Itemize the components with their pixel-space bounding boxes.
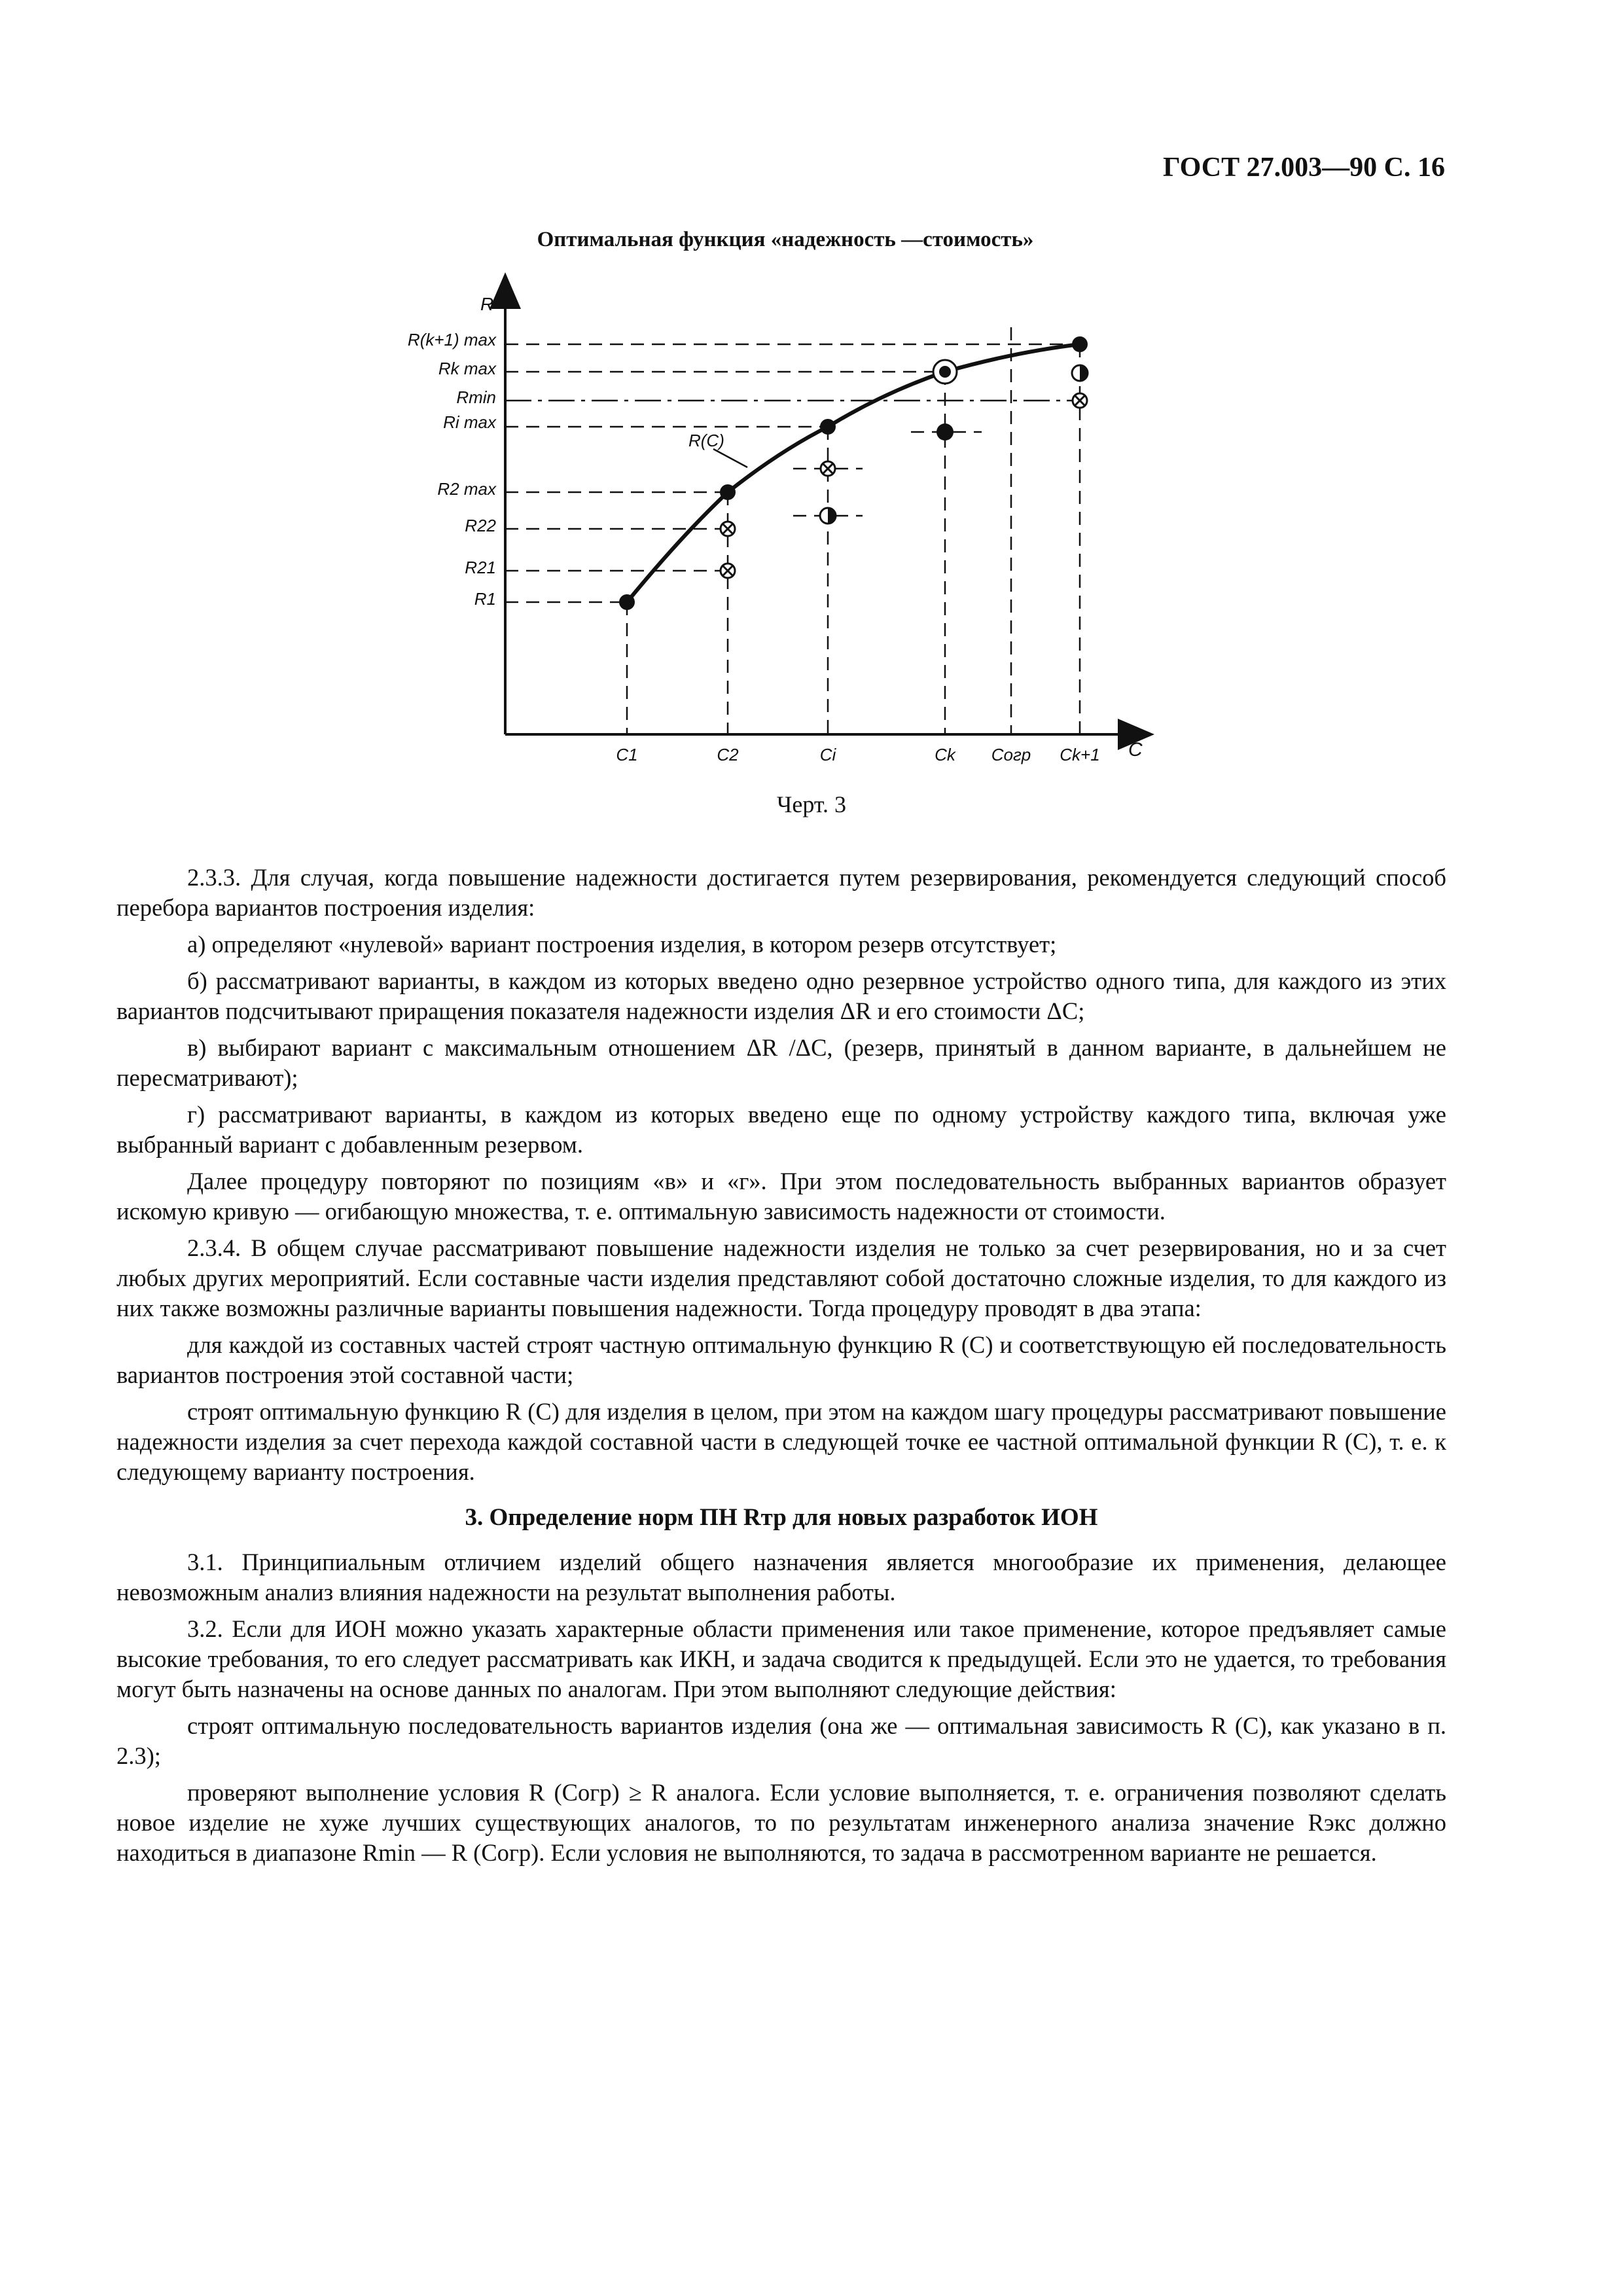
point-c2-r22 [721,522,735,536]
y-axis-label: R [480,294,494,314]
action-2: проверяют выполнение условия R (Cогр) ≥ R аналога. Если условие выполняется, т. е. ограничения позволяют сделать новое изделие не хуже лучших существующих аналогов, то по результатам инженерного анализа значение Rэкс должно находиться в диапазоне Rmin — R (Cогр). Если условия не выполняются, то задача в рассмотренном варианте не решается. [116,1779,1446,1866]
point-ck1-halffilled [1072,365,1088,381]
para-3-2: 3.2. Если для ИОН можно указать характерные области применения или такое применение, которое предъявляет самые высокие требования, то его следует рассматривать как ИКН, и задача сводится к предыдущей. Если это не удается, то требования могут быть назначены на основе данных по аналогам. При этом выполняют следующие действия: [116,1615,1446,1702]
para-further: Далее процедуру повторяют по позициям «в» и «г». При этом последовательность выбранных вариантов образует искомую кривую — огибающую множества, т. е. оптимальную зависимость надежности от стоимости. [116,1168,1446,1225]
point-ci-rimax [820,419,836,435]
ytick-r2max: R2 max [437,479,496,499]
curve-label: R(C) [688,431,724,450]
stage-1: для каждой из составных частей строят частную оптимальную функцию R (C) и соответствующую ей последовательность вариантов построения этой составной части; [116,1331,1446,1388]
xtick-c1: C1 [616,745,638,764]
point-ci-halffilled [820,508,836,524]
point-ck-filled [936,423,954,440]
action-1: строят оптимальную последовательность вариантов изделия (она же — оптимальная зависимость R (C), как указано в п. 2.3); [116,1712,1446,1769]
para-2-3-4: 2.3.4. В общем случае рассматривают повышение надежности изделия не только за счет резервирования, но и за счет любых других мероприятий. Если составные части изделия представляют собой достаточно сложные изделия, то для каждого из них также возможны различные варианты повышения надежности. Тогда процедуру проводят в два этапа: [116,1234,1446,1321]
point-c2-r21 [721,564,735,578]
xtick-cogr: Cогр [991,745,1031,764]
para-2-3-3: 2.3.3. Для случая, когда повышение надежности достигается путем резервирования, рекомендуется следующий способ перебора вариантов построения изделия: [116,864,1446,921]
xtick-ci: Ci [819,745,836,764]
point-ck1-rk1max [1072,336,1088,352]
point-ck1-crossed [1073,393,1087,408]
body-text [116,863,1446,1874]
ytick-r21: R21 [465,558,496,577]
item-g: г) рассматривают варианты, в каждом из которых введено еще по одному устройству каждого типа, включая уже выбранный вариант с добавленным резервом. [116,1101,1446,1158]
ytick-rimax: Ri max [443,412,496,432]
point-ck-rkmax [939,366,951,378]
stage-2: строят оптимальную функцию R (C) для изделия в целом, при этом на каждом шагу процедуры рассматривают повышение надежности изделия за счет перехода каждой составной части в следующей точке ее частной оптимальной функции R (C), т. е. к следующему варианту построения. [116,1398,1446,1485]
item-v: в) выбирают вариант с максимальным отношением ΔR /ΔC, (резерв, принятый в данном варианте, в дальнейшем не пересматривают); [116,1034,1446,1091]
para-3-1: 3.1. Принципиальным отличием изделий общего назначения является многообразие их применения, делающее невозможным анализ влияния надежности на результат выполнения работы. [116,1549,1446,1605]
curve-label-leader [713,449,747,467]
ytick-rmin: Rmin [456,387,496,407]
figure-title: Оптимальная функция «надежность —стоимость» [537,228,1034,251]
xtick-c2: C2 [717,745,739,764]
item-b: б) рассматривают варианты, в каждом из которых введено одно резервное устройство одного типа, для каждого из этих вариантов подсчитывают приращения показателя надежности изделия ΔR и его стоимости ΔC; [116,967,1446,1024]
ytick-r22: R22 [465,516,496,535]
ytick-r1: R1 [474,589,496,609]
point-c2-r2max [720,484,736,500]
ytick-rk1max: R(k+1) max [407,330,496,350]
page-header: ГОСТ 27.003—90 С. 16 [1162,152,1445,183]
ytick-rkmax: Rk max [438,359,496,378]
xtick-ck1: Ck+1 [1060,745,1100,764]
point-ci-crossed [821,461,835,476]
figure-caption: Черт. 3 [777,791,846,817]
section-3-title: 3. Определение норм ПН Rтр для новых разработок ИОН [465,1504,1098,1531]
xtick-ck: Ck [935,745,955,764]
x-axis-label: C [1128,739,1143,761]
item-a: а) определяют «нулевой» вариант построения изделия, в котором резерв отсутствует; [187,931,1057,958]
reliability-cost-chart [0,0,1623,825]
point-c1-r1 [619,594,635,610]
